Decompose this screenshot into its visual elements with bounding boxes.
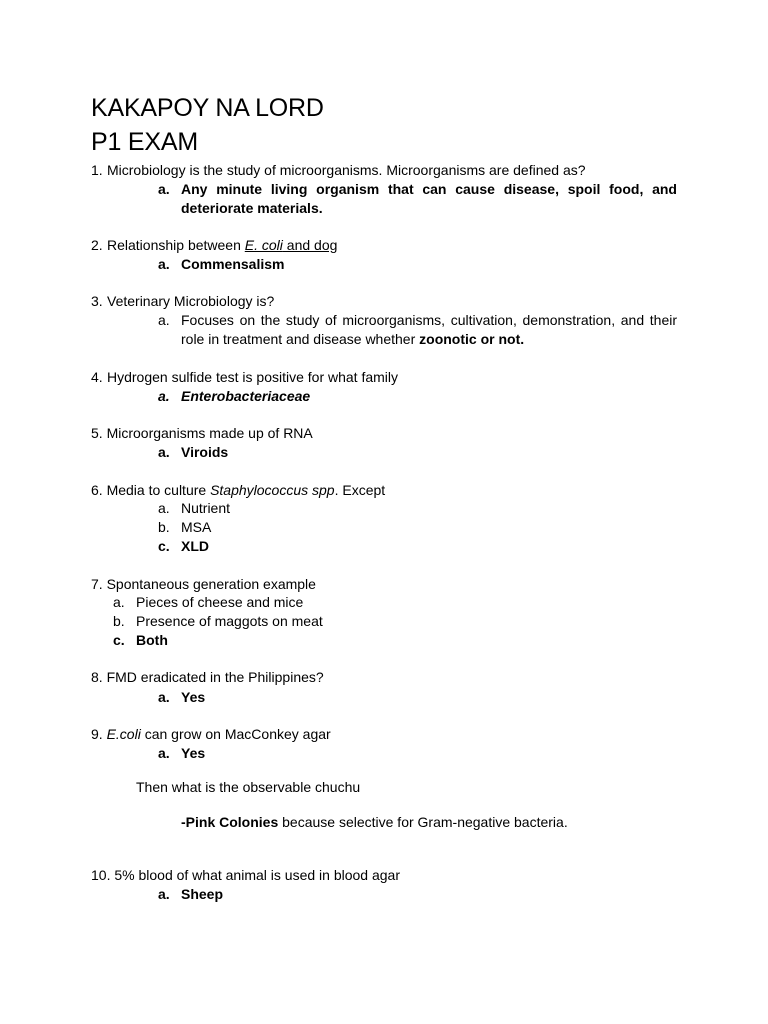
question-10-answer: Sheep: [181, 886, 224, 902]
question-3-answer-bold: zoonotic or not.: [419, 331, 525, 347]
question-2-organism: E. coli: [244, 237, 283, 253]
question-7-option-b: Presence of maggots on meat: [136, 613, 323, 629]
question-7-option-c-marker: c.: [113, 632, 125, 648]
question-6-text-post: . Except: [334, 482, 386, 498]
question-7-option-c: Both: [136, 632, 168, 648]
question-6-text: [91, 481, 385, 500]
question-8-answer-marker: a.: [158, 689, 170, 705]
question-2-text-post: and dog: [282, 237, 338, 253]
question-4-answer: Enterobacteriaceae: [181, 388, 311, 404]
question-6-text-pre: 6. Media to culture: [91, 482, 211, 498]
question-3-answer-marker: a.: [158, 312, 170, 328]
question-10-text: 10. 5% blood of what animal is used in blood agar: [91, 867, 400, 883]
document-title: KAKAPOY NA LORD: [91, 94, 324, 122]
question-2-answer-marker: a.: [158, 256, 170, 272]
question-6-option-c: XLD: [181, 538, 209, 554]
question-2-text: [107, 236, 337, 255]
question-7-text: 7. Spontaneous generation example: [91, 576, 316, 592]
question-6-option-a: Nutrient: [181, 500, 231, 516]
question-9-text: [91, 725, 331, 744]
question-6-option-b-marker: b.: [158, 519, 170, 535]
question-1-answer: Any minute living organism that can cause disease, spoil food, and deteriorate materials.: [181, 181, 677, 216]
question-9-followup-answer-bold: -Pink Colonies: [181, 814, 279, 830]
question-5-answer: Viroids: [181, 444, 229, 460]
question-7-option-a: Pieces of cheese and mice: [136, 594, 304, 610]
question-2-answer: Commensalism: [181, 256, 285, 272]
question-9-organism: E.coli: [106, 726, 141, 742]
question-9-text-pre: 9.: [91, 726, 107, 742]
question-1-number: 1.: [91, 162, 103, 178]
question-9-followup-answer-rest: because selective for Gram-negative bacteria.: [278, 814, 568, 830]
question-5-answer-marker: a.: [158, 444, 170, 460]
question-3-answer: [181, 311, 677, 349]
question-4-text: Hydrogen sulfide test is positive for what family: [107, 369, 399, 385]
question-9-followup: Then what is the observable chuchu: [136, 779, 361, 795]
question-3-number: 3.: [91, 293, 103, 309]
question-9-answer-marker: a.: [158, 745, 170, 761]
question-9-text-post: can grow on MacConkey agar: [140, 726, 331, 742]
question-2-number: 2.: [91, 237, 103, 253]
question-2-text-pre: Relationship between: [107, 237, 245, 253]
question-7-option-b-marker: b.: [113, 613, 125, 629]
question-9-answer: Yes: [181, 745, 206, 761]
question-6-option-b: MSA: [181, 519, 212, 535]
question-6-option-c-marker: c.: [158, 538, 170, 554]
question-4-number: 4.: [91, 369, 103, 385]
question-1-answer-marker: a.: [158, 181, 170, 197]
question-4-answer-marker: a.: [158, 388, 170, 404]
question-1-text: Microbiology is the study of microorganisms. Microorganisms are defined as?: [107, 162, 586, 178]
question-5-text: 5. Microorganisms made up of RNA: [91, 425, 313, 441]
question-10-answer-marker: a.: [158, 886, 170, 902]
question-3-text: Veterinary Microbiology is?: [107, 293, 275, 309]
question-7-option-a-marker: a.: [113, 594, 125, 610]
question-8-text: 8. FMD eradicated in the Philippines?: [91, 669, 324, 685]
question-2-underlined: [245, 237, 338, 253]
question-8-answer: Yes: [181, 689, 206, 705]
question-9-followup-answer: [181, 813, 568, 832]
question-6-organism: Staphylococcus spp: [210, 482, 335, 498]
document-subtitle: P1 EXAM: [91, 128, 198, 156]
question-6-option-a-marker: a.: [158, 500, 170, 516]
question-3-answer-text: Focuses on the study of microorganisms, cultivation, demonstration, and their role in treatment and disease whether: [181, 312, 677, 347]
